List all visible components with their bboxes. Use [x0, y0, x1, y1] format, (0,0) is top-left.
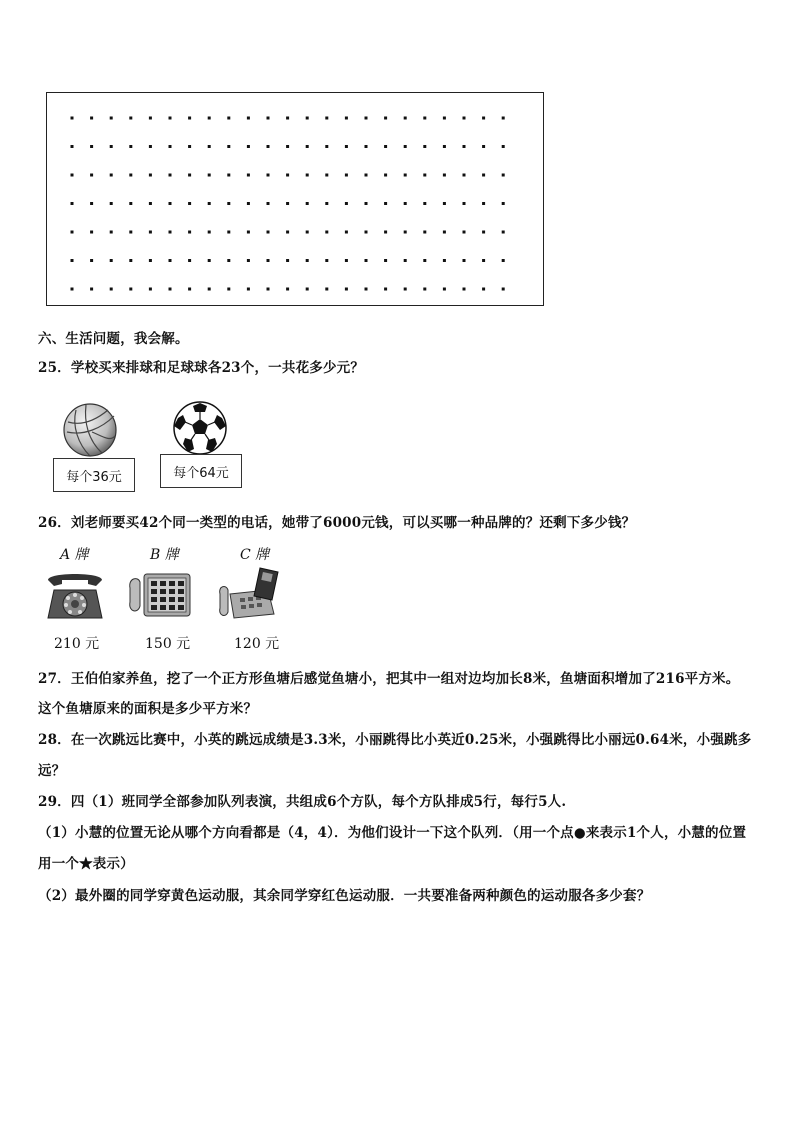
grid-dot	[306, 288, 309, 291]
grid-dot	[325, 288, 328, 291]
grid-dot	[384, 145, 387, 148]
grid-dot	[482, 117, 485, 120]
grid-dot	[188, 174, 191, 177]
question-29-part-1-line-2: 用一个★表示）	[38, 856, 134, 872]
grid-dot	[90, 202, 93, 205]
grid-dot	[149, 174, 152, 177]
grid-dot	[247, 174, 250, 177]
grid-dot	[188, 288, 191, 291]
grid-dot	[110, 231, 113, 234]
soccer-price-label: 每个64元	[160, 454, 242, 488]
grid-dot	[502, 288, 505, 291]
grid-dot	[286, 202, 289, 205]
grid-dot	[247, 202, 250, 205]
grid-dot	[71, 288, 74, 291]
grid-dot	[365, 288, 368, 291]
grid-dot	[227, 117, 230, 120]
grid-dot	[502, 145, 505, 148]
grid-dot	[227, 174, 230, 177]
question-27-line-1: 27．王伯伯家养鱼，挖了一个正方形鱼塘后感觉鱼塘小，把其中一组对边均加长8米，鱼塘面积增加了216平方米。	[38, 671, 740, 687]
grid-dot	[267, 202, 270, 205]
grid-dot	[306, 231, 309, 234]
grid-dot	[482, 231, 485, 234]
question-28-line-2: 远？	[38, 763, 66, 779]
phone-b-brand: B 牌	[150, 547, 179, 563]
grid-dot	[267, 117, 270, 120]
grid-dot	[208, 174, 211, 177]
grid-dot	[188, 202, 191, 205]
soccer-ball-icon	[172, 400, 228, 460]
grid-dot	[208, 231, 211, 234]
grid-dot	[365, 202, 368, 205]
grid-dot	[227, 145, 230, 148]
grid-dot	[267, 231, 270, 234]
grid-dot	[169, 202, 172, 205]
grid-dot	[227, 231, 230, 234]
grid-dot	[463, 259, 466, 262]
grid-dot	[208, 117, 211, 120]
grid-dot	[286, 145, 289, 148]
volleyball-icon	[62, 402, 118, 462]
grid-dot	[365, 231, 368, 234]
grid-dot	[90, 174, 93, 177]
grid-dot	[110, 259, 113, 262]
grid-dot	[404, 145, 407, 148]
grid-dot	[384, 288, 387, 291]
grid-dot	[71, 202, 74, 205]
grid-dot	[443, 174, 446, 177]
grid-dot	[365, 259, 368, 262]
grid-dot	[404, 259, 407, 262]
grid-dot	[149, 145, 152, 148]
grid-dot	[129, 117, 132, 120]
cordless-phone-icon	[216, 564, 288, 628]
grid-dot	[384, 259, 387, 262]
grid-dot	[149, 259, 152, 262]
grid-dot	[286, 117, 289, 120]
grid-dot	[227, 288, 230, 291]
grid-dot	[110, 202, 113, 205]
question-29-part-2: （2）最外圈的同学穿黄色运动服，其余同学穿红色运动服．一共要准备两种颜色的运动服各多少套？	[38, 888, 651, 904]
grid-dot	[463, 231, 466, 234]
grid-dot	[423, 259, 426, 262]
grid-dot	[306, 202, 309, 205]
grid-dot	[502, 259, 505, 262]
grid-dot	[482, 259, 485, 262]
grid-dot	[502, 202, 505, 205]
grid-dot	[227, 259, 230, 262]
grid-dot	[208, 145, 211, 148]
grid-dot	[384, 231, 387, 234]
grid-dot	[129, 202, 132, 205]
grid-dot	[482, 145, 485, 148]
grid-dot	[169, 259, 172, 262]
grid-dot	[71, 231, 74, 234]
grid-dot	[90, 145, 93, 148]
grid-dot	[345, 288, 348, 291]
grid-dot	[463, 202, 466, 205]
grid-dot	[267, 288, 270, 291]
section-title: 六、生活问题，我会解。	[38, 331, 189, 347]
grid-dot	[90, 259, 93, 262]
phone-c-brand: C 牌	[240, 547, 270, 563]
keypad-phone-icon	[126, 566, 196, 628]
grid-dot	[463, 174, 466, 177]
grid-dot	[247, 259, 250, 262]
grid-dot	[423, 174, 426, 177]
grid-dot	[149, 117, 152, 120]
grid-dot	[443, 288, 446, 291]
grid-dot	[404, 231, 407, 234]
grid-dot	[208, 202, 211, 205]
grid-dot	[502, 231, 505, 234]
grid-dot	[90, 117, 93, 120]
rotary-phone-icon	[42, 566, 108, 628]
grid-dot	[365, 117, 368, 120]
grid-dot	[129, 288, 132, 291]
grid-dot	[71, 174, 74, 177]
grid-dot	[169, 145, 172, 148]
grid-dot	[482, 288, 485, 291]
grid-dot	[325, 174, 328, 177]
grid-dot	[247, 145, 250, 148]
grid-dot	[169, 231, 172, 234]
phone-b-price: 150 元	[145, 636, 191, 652]
question-28-line-1: 28．在一次跳远比赛中，小英的跳远成绩是3.3米，小丽跳得比小英近0.25米，小强跳得比小丽远0.64米，小强跳多	[38, 732, 752, 748]
grid-dot	[443, 231, 446, 234]
grid-dot	[286, 259, 289, 262]
grid-dot	[286, 231, 289, 234]
grid-dot	[404, 117, 407, 120]
phone-c-price: 120 元	[234, 636, 280, 652]
dot-grid	[47, 93, 545, 307]
grid-dot	[443, 145, 446, 148]
grid-dot	[365, 145, 368, 148]
grid-dot	[463, 117, 466, 120]
grid-dot	[188, 259, 191, 262]
grid-dot	[365, 174, 368, 177]
grid-dot	[71, 145, 74, 148]
grid-dot	[463, 145, 466, 148]
grid-dot	[286, 288, 289, 291]
grid-dot	[306, 145, 309, 148]
grid-dot	[149, 202, 152, 205]
grid-dot	[482, 202, 485, 205]
grid-dot	[404, 174, 407, 177]
grid-dot	[384, 174, 387, 177]
grid-dot	[443, 202, 446, 205]
question-27-line-2: 这个鱼塘原来的面积是多少平方米？	[38, 701, 258, 717]
grid-dot	[345, 202, 348, 205]
question-25: 25．学校买来排球和足球球各23个，一共花多少元？	[38, 360, 365, 376]
grid-dot	[188, 117, 191, 120]
grid-dot	[325, 231, 328, 234]
grid-dot	[306, 259, 309, 262]
question-29: 29．四（1）班同学全部参加队列表演，共组成6个方队，每个方队排成5行，每行5人.	[38, 794, 567, 810]
grid-dot	[463, 288, 466, 291]
grid-dot	[110, 145, 113, 148]
grid-dot	[110, 174, 113, 177]
grid-dot	[110, 117, 113, 120]
grid-dot	[71, 117, 74, 120]
volleyball-price-label: 每个36元	[53, 458, 135, 492]
grid-dot	[345, 145, 348, 148]
dot-grid-box	[46, 92, 544, 306]
grid-dot	[90, 231, 93, 234]
grid-dot	[129, 174, 132, 177]
question-26: 26．刘老师要买42个同一类型的电话，她带了6000元钱，可以买哪一种品牌的？还剩下多少钱？	[38, 515, 636, 531]
grid-dot	[404, 202, 407, 205]
grid-dot	[325, 259, 328, 262]
grid-dot	[90, 288, 93, 291]
grid-dot	[423, 231, 426, 234]
grid-dot	[208, 259, 211, 262]
grid-dot	[325, 145, 328, 148]
grid-dot	[169, 174, 172, 177]
grid-dot	[443, 259, 446, 262]
grid-dot	[325, 202, 328, 205]
grid-dot	[188, 231, 191, 234]
grid-dot	[325, 117, 328, 120]
grid-dot	[129, 145, 132, 148]
grid-dot	[404, 288, 407, 291]
grid-dot	[227, 202, 230, 205]
grid-dot	[208, 288, 211, 291]
grid-dot	[345, 259, 348, 262]
grid-dot	[384, 117, 387, 120]
grid-dot	[71, 259, 74, 262]
grid-dot	[423, 202, 426, 205]
grid-dot	[149, 288, 152, 291]
grid-dot	[345, 231, 348, 234]
grid-dot	[129, 259, 132, 262]
grid-dot	[247, 117, 250, 120]
question-29-part-1-line-1: （1）小慧的位置无论从哪个方向看都是（4，4）．为他们设计一下这个队列．（用一个点●来表示1个人，小慧的位置	[38, 825, 747, 841]
grid-dot	[502, 117, 505, 120]
grid-dot	[169, 117, 172, 120]
grid-dot	[149, 231, 152, 234]
grid-dot	[423, 145, 426, 148]
grid-dot	[188, 145, 191, 148]
grid-dot	[443, 117, 446, 120]
grid-dot	[169, 288, 172, 291]
grid-dot	[267, 145, 270, 148]
grid-dot	[267, 259, 270, 262]
grid-dot	[286, 174, 289, 177]
grid-dot	[110, 288, 113, 291]
grid-dot	[423, 288, 426, 291]
grid-dot	[306, 117, 309, 120]
grid-dot	[306, 174, 309, 177]
phone-a-price: 210 元	[54, 636, 100, 652]
grid-dot	[345, 117, 348, 120]
grid-dot	[267, 174, 270, 177]
grid-dot	[247, 231, 250, 234]
grid-dot	[482, 174, 485, 177]
grid-dot	[384, 202, 387, 205]
grid-dot	[502, 174, 505, 177]
grid-dot	[345, 174, 348, 177]
grid-dot	[129, 231, 132, 234]
grid-dot	[423, 117, 426, 120]
phone-a-brand: A 牌	[60, 547, 89, 563]
grid-dot	[247, 288, 250, 291]
